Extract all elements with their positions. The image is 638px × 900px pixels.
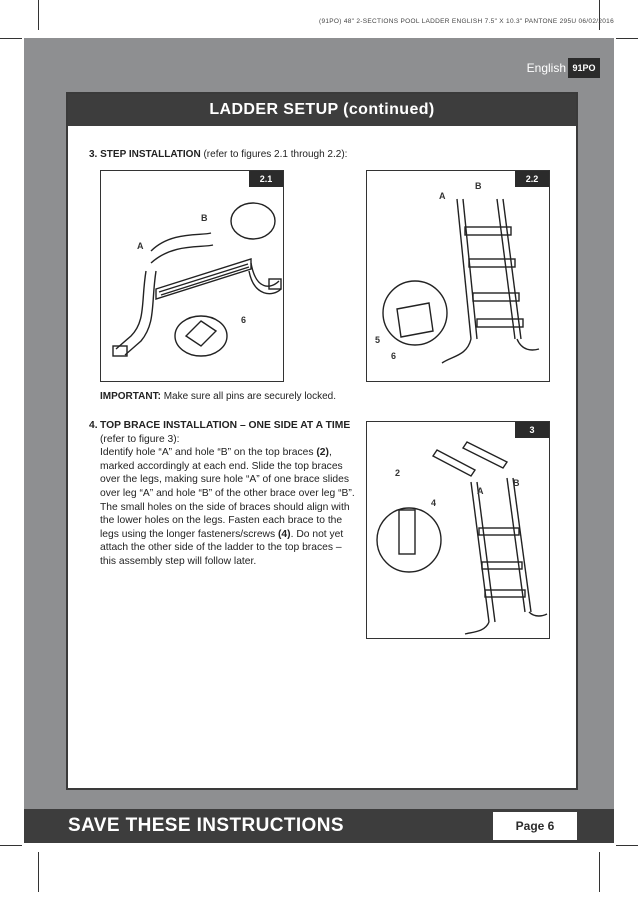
step3-number: 3. bbox=[89, 149, 98, 160]
section-title: LADDER SETUP (continued) bbox=[68, 94, 576, 126]
crop-mark bbox=[0, 38, 22, 39]
print-info: (91PO) 48" 2-SECTIONS POOL LADDER ENGLISH 7.5" X 10.3" PANTONE 295U 06/02/2016 bbox=[318, 18, 614, 25]
label-a: A bbox=[477, 486, 484, 496]
step3-title: STEP INSTALLATION bbox=[100, 149, 201, 160]
step4-text-2: , marked accordingly at each end. Slide the top braces over the legs, making sure hole “A” of one brace slides over leg “A” and hole “B” of the other brace over leg “B”. The small holes on the side of braces should align with the lower holes on the legs. Fasten each brace to the legs using the longer fasteners/screws bbox=[100, 447, 355, 540]
crop-mark bbox=[38, 852, 39, 892]
label-b: B bbox=[513, 478, 520, 488]
crop-mark bbox=[616, 38, 638, 39]
step4-section bbox=[89, 419, 357, 569]
content-panel bbox=[66, 92, 578, 790]
language-label: English bbox=[526, 61, 566, 75]
step4-text-1: Identify hole “A” and hole “B” on the top braces bbox=[100, 447, 317, 459]
figure-3 bbox=[366, 421, 550, 639]
crop-mark bbox=[599, 0, 600, 30]
label-b: B bbox=[475, 181, 482, 191]
important-note bbox=[100, 391, 336, 402]
top-brace-illustration bbox=[367, 422, 551, 640]
crop-mark bbox=[599, 852, 600, 892]
crop-mark bbox=[38, 0, 39, 30]
product-code-tag: 91PO bbox=[568, 58, 600, 78]
figure-tag: 2.1 bbox=[249, 171, 283, 187]
step4-body bbox=[100, 419, 357, 569]
figure-tag: 3 bbox=[515, 422, 549, 438]
figure-tag: 2.2 bbox=[515, 171, 549, 187]
figure-2-2 bbox=[366, 170, 550, 382]
step4-title: TOP BRACE INSTALLATION – ONE SIDE AT A TIME bbox=[100, 420, 351, 431]
step3-heading bbox=[89, 149, 347, 160]
figure-2-1 bbox=[100, 170, 284, 382]
step4-ref-4: (4) bbox=[278, 528, 291, 540]
crop-mark bbox=[0, 845, 22, 846]
label-4: 4 bbox=[431, 498, 437, 508]
page-number: Page 6 bbox=[493, 812, 577, 840]
label-2: 2 bbox=[395, 468, 401, 478]
crop-mark bbox=[616, 845, 638, 846]
label-b: B bbox=[201, 213, 208, 223]
label-6: 6 bbox=[391, 351, 397, 361]
step4-ref-2: (2) bbox=[316, 447, 329, 459]
label-6: 6 bbox=[241, 315, 247, 325]
step4-number: 4. bbox=[89, 420, 98, 431]
important-label: IMPORTANT: bbox=[100, 391, 161, 402]
important-text: Make sure all pins are securely locked. bbox=[160, 391, 336, 402]
label-a: A bbox=[137, 241, 144, 251]
step-installation-illustration bbox=[101, 171, 285, 383]
ladder-steps-illustration bbox=[367, 171, 551, 383]
step3-ref: (refer to figures 2.1 through 2.2): bbox=[200, 149, 348, 160]
step4-ref: (refer to figure 3): bbox=[100, 433, 180, 445]
label-5: 5 bbox=[375, 335, 381, 345]
save-instructions-label: SAVE THESE INSTRUCTIONS bbox=[68, 815, 344, 836]
label-a: A bbox=[439, 191, 446, 201]
step4-text-3: . Do not yet attach the other side of the ladder to the top braces – this assembly step will follow later. bbox=[100, 528, 344, 567]
